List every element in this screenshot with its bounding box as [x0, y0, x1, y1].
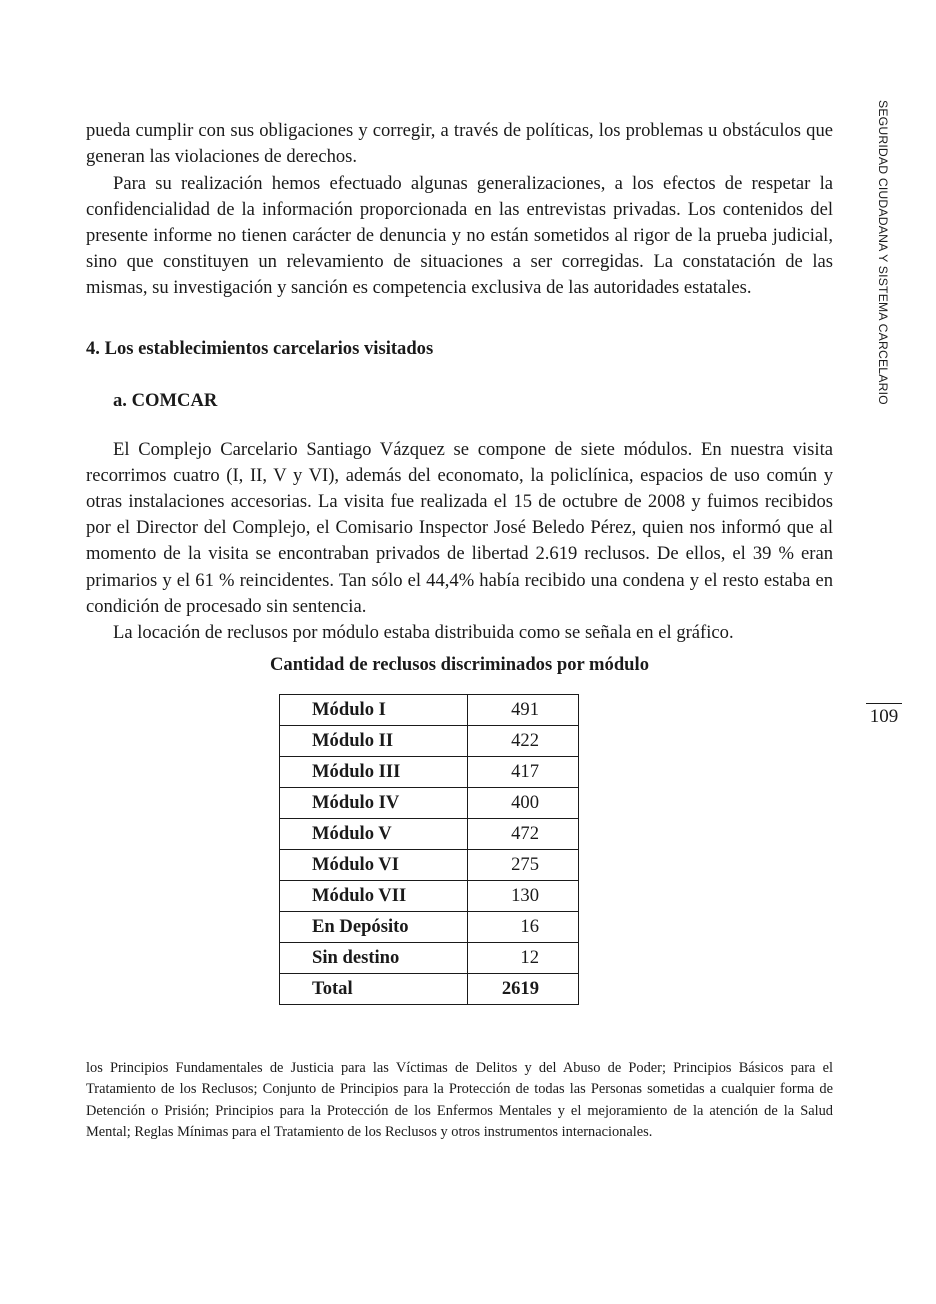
table-caption: Cantidad de reclusos discriminados por módulo	[269, 654, 649, 675]
paragraph-table-intro: La locación de reclusos por módulo estaba distribuida como se señala en el gráfico.	[113, 621, 734, 643]
row-value: 472	[468, 819, 579, 850]
row-value: 130	[468, 881, 579, 912]
total-label: Total	[280, 974, 468, 1005]
table-row	[280, 881, 579, 912]
row-label: Sin destino	[280, 943, 468, 974]
paragraph-methodology: Para su realización hemos efectuado algunas generalizaciones, a los efectos de respetar la confidencialidad de la información proporcionada en las entrevistas privadas. Los contenidos del presente informe no tienen carácter de denuncia y no están sometidos al rigor de la prueba judicial, sino que constituyen un relevamiento de situaciones a ser corregidas. La constatación de las mismas, su investigación y sanción es competencia exclusiva de las autoridades estatales.	[86, 172, 833, 299]
row-value: 400	[468, 788, 579, 819]
running-header: SEGURIDAD CIUDADANA Y SISTEMA CARCELARIO	[876, 100, 890, 405]
table-total-row	[280, 974, 579, 1005]
table-row	[280, 850, 579, 881]
table-row	[280, 912, 579, 943]
page-number-rule	[866, 703, 902, 704]
row-label: Módulo II	[280, 726, 468, 757]
row-label: Módulo IV	[280, 788, 468, 819]
row-label: Módulo VII	[280, 881, 468, 912]
row-label: Módulo VI	[280, 850, 468, 881]
row-label: Módulo I	[280, 695, 468, 726]
page-number: 109	[869, 706, 899, 727]
table-row	[280, 757, 579, 788]
paragraph-comcar: El Complejo Carcelario Santiago Vázquez se compone de siete módulos. En nuestra visita recorrimos cuatro (I, II, V y VI), además del economato, la policlínica, espacios de uso común y otras instalaciones accesorias. La visita fue realizada el 15 de octubre de 2008 y fuimos recibidos por el Director del Complejo, el Comisario Inspector José Beledo Pérez, quien nos informó que al momento de la visita se encontraban privados de libertad 2.619 reclusos. De ellos, el 39 % eran primarios y el 61 % reincidentes. Tan sólo el 44,4% había recibido una condena y el resto estaba en condición de procesado sin sentencia.	[86, 438, 833, 617]
row-value: 422	[468, 726, 579, 757]
row-value: 16	[468, 912, 579, 943]
row-value: 275	[468, 850, 579, 881]
row-label: Módulo V	[280, 819, 468, 850]
row-value: 417	[468, 757, 579, 788]
table-row	[280, 819, 579, 850]
row-value: 12	[468, 943, 579, 974]
paragraph-continuation: pueda cumplir con sus obligaciones y corregir, a través de políticas, los problemas u obstáculos que generan las violaciones de derechos.	[86, 119, 833, 167]
row-label: Módulo III	[280, 757, 468, 788]
table-row	[280, 943, 579, 974]
table-row	[280, 695, 579, 726]
inmates-by-module-table	[279, 694, 579, 1005]
total-value: 2619	[468, 974, 579, 1005]
table-row	[280, 726, 579, 757]
row-label: En Depósito	[280, 912, 468, 943]
row-value: 491	[468, 695, 579, 726]
section-heading: 4. Los establecimientos carcelarios visitados	[86, 338, 434, 359]
table-row	[280, 788, 579, 819]
footnote: los Principios Fundamentales de Justicia para las Víctimas de Delitos y del Abuso de Poder; Principios Básicos para el Tratamiento de los Reclusos; Conjunto de Principios para la Protección de todas las Personas sometidas a cualquier forma de Detención o Prisión; Principios para la Protección de los Enfermos Mentales y el mejoramiento de la atención de la Salud Mental; Reglas Mínimas para el Tratamiento de los Reclusos y otros instrumentos internacionales.	[86, 1060, 833, 1141]
subsection-heading: a. COMCAR	[113, 390, 218, 411]
